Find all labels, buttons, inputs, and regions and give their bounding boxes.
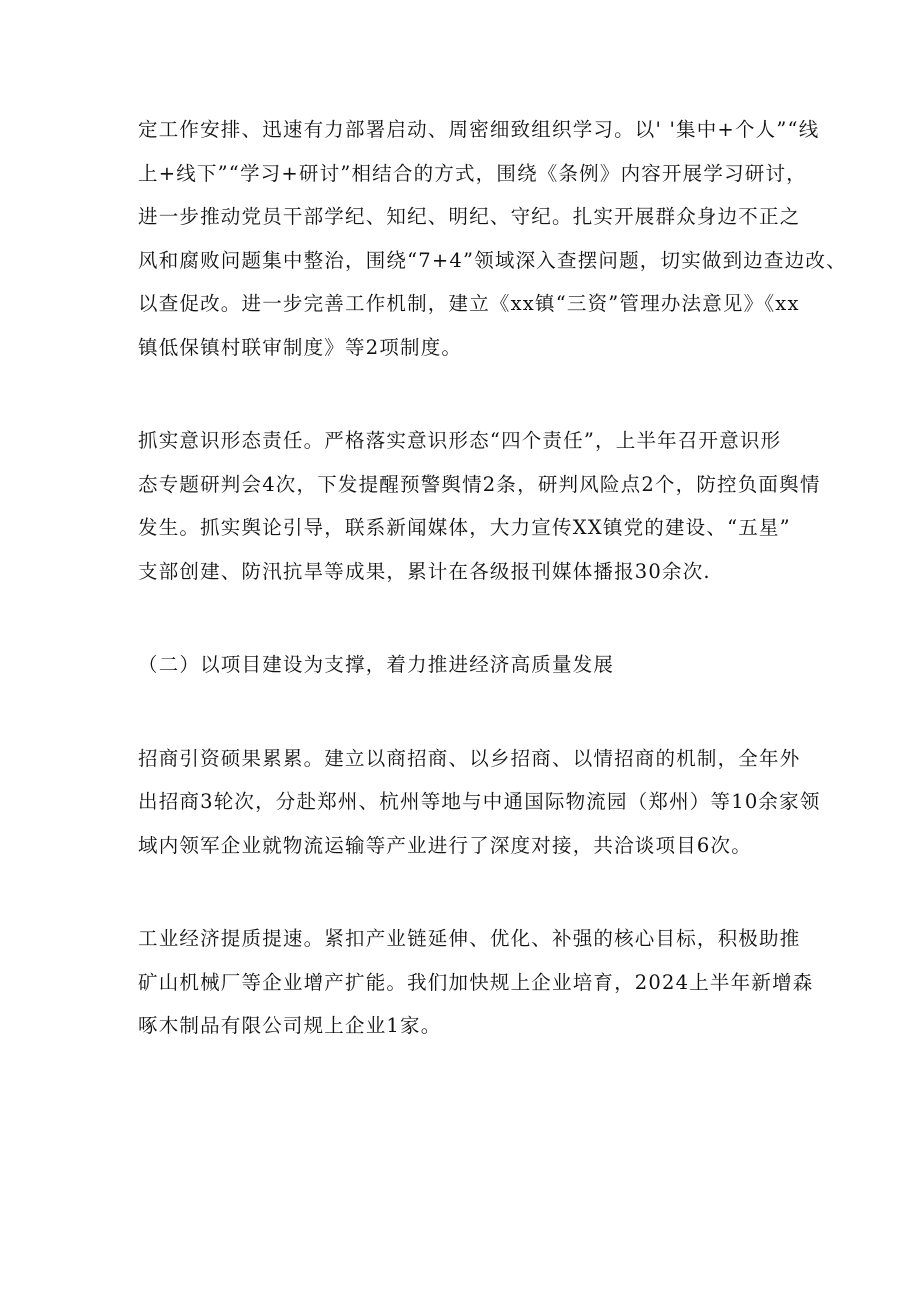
text-line: 招商引资硕果累累。建立以商招商、以乡招商、以情招商的机制，全年外 [138, 746, 801, 770]
text-line: 发生。抓实舆论引导，联系新闻媒体，大力宣传XX镇党的建设、“五星” [138, 516, 791, 539]
text-line: 进一步推动党员干部学纪、知纪、明纪、守纪。扎实开展群众身边不正之 [138, 205, 801, 228]
text-line: 抓实意识形态责任。严格落实意识形态“四个责任”，上半年召开意识形 [138, 429, 782, 452]
paragraph-industrial-economy [138, 917, 814, 1048]
paragraph-investment-attraction [138, 737, 821, 868]
text-line: 出招商3轮次，分赴郑州、杭州等地与中通国际物流园（郑州）等10余家领 [138, 790, 821, 813]
section-heading [138, 643, 798, 687]
text-line: 以查促改。进一步完善工作机制，建立《xx镇“三资”管理办法意见》《xx [138, 292, 800, 315]
document-page [138, 108, 847, 1048]
paragraph-ideology-responsibility [138, 419, 821, 593]
text-line: 矿山机械厂等企业增产扩能。我们加快规上企业培育，2024上半年新增森 [138, 970, 814, 994]
text-line: 定工作安排、迅速有力部署启动、周密细致组织学习。以' '集中+个人”“线 [138, 118, 820, 141]
text-line: 域内领军企业就物流运输等产业进行了深度对接，共洽谈项目6次。 [138, 833, 752, 857]
text-line: 风和腐败问题集中整治，围绕“7+4”领域深入查摆问题，切实做到边查边改、 [138, 248, 847, 272]
text-line: 工业经济提质提速。紧扣产业链延伸、优化、补强的核心目标，积极助推 [138, 927, 801, 950]
text-line: 支部创建、防汛抗旱等成果，累计在各级报刊媒体播报30余次. [138, 559, 711, 583]
text-line: 镇低保镇村联审制度》等2项制度。 [138, 335, 463, 359]
text-line: 上+线下”“学习+研讨”相结合的方式，围绕《条例》内容开展学习研讨， [138, 161, 807, 185]
text-line: 态专题研判会4次，下发提醒预警舆情2条，研判风险点2个，防控负面舆情 [138, 472, 821, 496]
paragraph-study-regulations [138, 108, 847, 369]
heading-line: （二）以项目建设为支撑，着力推进经济高质量发展 [138, 653, 615, 676]
text-line: 啄木制品有限公司规上企业1家。 [138, 1014, 442, 1037]
